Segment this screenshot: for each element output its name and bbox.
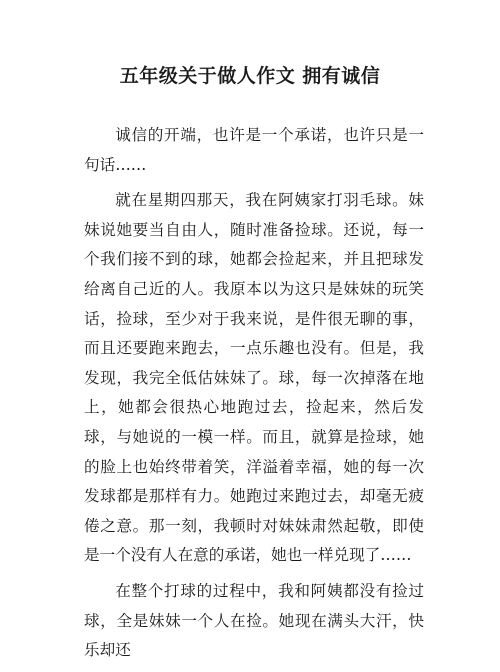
paragraph-1: 诚信的开端，也许是一个承诺，也许只是一句话…… <box>84 126 424 174</box>
article-body <box>84 121 424 672</box>
document-title: 五年级关于做人作文 拥有诚信 <box>119 65 381 87</box>
paragraph-2: 就在星期四那天，我在阿姨家打羽毛球。妹妹说她要当自由人，随时准备捡球。还说，每一个我们接不到的球，她都会捡起来，并且把球发给离自己近的人。我原本以为这只是妹妹的玩笑话，捡球，至少对于我来说，是件很无聊的事，而且还要跑来跑去，一点乐趣也没有。但是，我发现，我完全低估妹妹了。球，每一次掉落在地上，她都会很热心地跑过去，捡起来，然后发球，与她说的一模一样。而且，就算是捡球，她的脸上也始终带着笑，洋溢着幸福，她的每一次发球都是那样有力。她跑过来跑过去，却毫无疲倦之意。那一刻，我顿时对妹妹肃然起敬，即使是一个没有人在意的承诺，她也一样兑现了…… <box>84 191 424 565</box>
paragraph-3: 在整个打球的过程中，我和阿姨都没有捡过球，全是妹妹一个人在捡。她现在满头大汗，快乐却还 <box>84 581 424 660</box>
